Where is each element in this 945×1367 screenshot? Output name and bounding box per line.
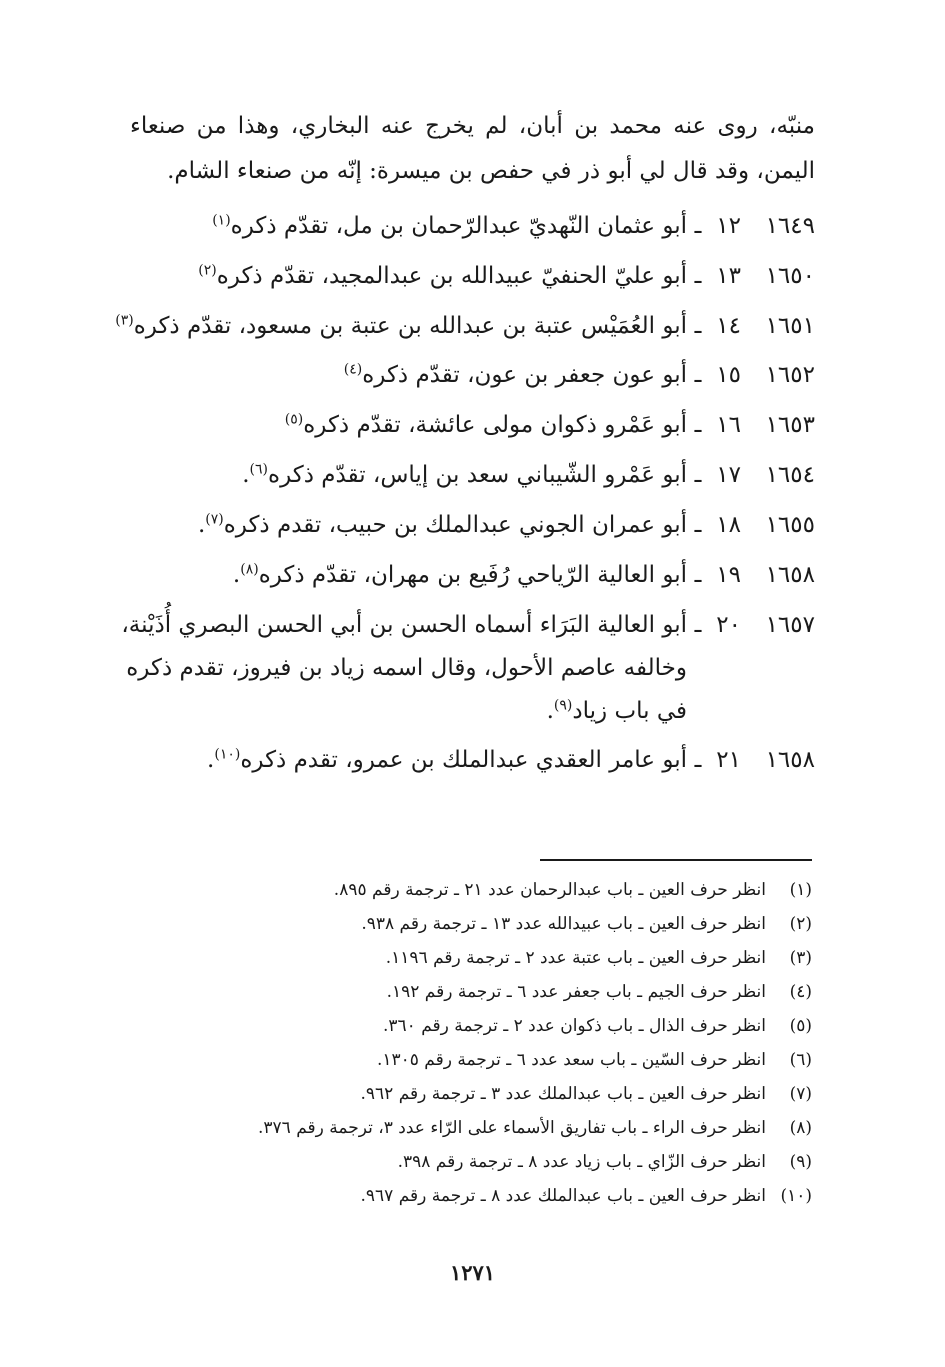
entry-index: ١٧ — [716, 462, 741, 488]
entry-dash: ـ — [694, 562, 702, 588]
entry-period: . — [207, 747, 215, 773]
footnote-marker: (٧) — [205, 511, 224, 528]
footnote-marker: (٦) — [249, 461, 269, 478]
footnote-number: (٥) — [789, 1016, 812, 1036]
footnote-number: (٨) — [789, 1118, 812, 1138]
entry-dash: ـ — [694, 362, 702, 388]
footnote-number: (٢) — [789, 914, 812, 934]
footnote — [122, 1111, 812, 1145]
entry — [115, 454, 815, 496]
footnote-number: (٣) — [789, 948, 812, 968]
entry — [115, 354, 815, 396]
footnote-text: انظر حرف العين ـ باب عبدالرحمان عدد ٢١ ـ ترجمة رقم ٨٩٥. — [333, 880, 766, 900]
footnote-text: انظر حرف الذال ـ باب ذكوان عدد ٢ ـ ترجمة رقم ٣٦٠. — [383, 1016, 766, 1036]
entry-text: أبو العالية البَرَاء أسماه الحسن بن أبي الحسن البصري أُذَيْنة، وخالفه عاصم الأحول، وقال اسمه زياد بن فيروز، تقدم ذكره في باب زياد$^{(٩)}$. — [121, 612, 687, 724]
footnote-marker: (٤) — [343, 361, 363, 378]
footnote-text: انظر حرف الزّاي ـ باب زياد عدد ٨ ـ ترجمة رقم ٣٩٨. — [397, 1152, 766, 1172]
entry-dash: ـ — [694, 263, 702, 289]
footnote-marker: (٩) — [553, 697, 573, 714]
footnote-text: انظر حرف السّين ـ باب سعد عدد ٦ ـ ترجمة رقم ١٣٠٥. — [376, 1050, 766, 1070]
entry-number: ١٦٥٣ — [765, 412, 815, 438]
entry — [115, 739, 815, 781]
footnote-text: انظر حرف الراء ـ باب تفاريق الأسماء على الرّاء عدد ٣، ترجمة رقم ٣٧٦. — [258, 1118, 766, 1138]
entry — [115, 404, 815, 446]
footnote-number: (١٠) — [780, 1186, 812, 1206]
footnote — [122, 941, 812, 975]
entry-index: ١٩ — [716, 562, 741, 588]
entry-text: أبو العالية الرّياحي رُفَيع بن مهران، تقدّم ذكره$^{(٨)}$. — [232, 561, 687, 588]
entry — [115, 205, 815, 247]
entry-dash: ـ — [694, 512, 702, 538]
entry — [115, 604, 815, 733]
page-number: ١٢٧١ — [449, 1260, 496, 1285]
entry-text: أبو عَمْرو ذكوان مولى عائشة، تقدّم ذكره$^{(٥)}$ — [284, 411, 687, 438]
footnote-text: انظر حرف العين ـ باب عتبة عدد ٢ ـ ترجمة رقم ١١٩٦. — [385, 948, 766, 968]
footnote-marker: (٥) — [284, 411, 304, 428]
entry-index: ١٢ — [716, 213, 741, 239]
footnote-marker: (٨) — [240, 561, 259, 578]
footnote-text: انظر حرف العين ـ باب عبدالملك عدد ٨ ـ ترجمة رقم ٩٦٧. — [360, 1186, 766, 1206]
footnote — [122, 1077, 812, 1111]
entry-dash: ـ — [694, 747, 702, 773]
entry-dash: ـ — [694, 213, 702, 239]
entry-period: . — [197, 512, 206, 538]
entry-text: أبو عمران الجوني عبدالملك بن حبيب، تقدم ذكره$^{(٧)}$. — [197, 511, 687, 538]
footnote-marker: (١٠) — [214, 746, 241, 763]
entry — [115, 504, 815, 546]
entry-index: ١٨ — [716, 512, 741, 538]
footnotes-list — [122, 873, 812, 1213]
footnote — [122, 1043, 812, 1077]
entry-number: ١٦٥٨ — [765, 562, 815, 588]
footnote-number: (٩) — [789, 1152, 812, 1172]
footnote — [122, 1179, 812, 1213]
entry-index: ١٦ — [716, 412, 741, 438]
footnote-number: (٧) — [789, 1084, 812, 1104]
footnote-number: (٦) — [789, 1050, 812, 1070]
footnote-text: انظر حرف العين ـ باب عبدالملك عدد ٣ ـ ترجمة رقم ٩٦٢. — [360, 1084, 766, 1104]
entry-dash: ـ — [694, 612, 702, 638]
entry-index: ٢٠ — [716, 612, 741, 638]
footnote-text: انظر حرف الجيم ـ باب جعفر عدد ٦ ـ ترجمة رقم ١٩٢. — [386, 982, 766, 1002]
footnote — [122, 1145, 812, 1179]
entry — [115, 305, 815, 348]
footnote — [122, 873, 812, 907]
footnote-number: (٤) — [789, 982, 812, 1002]
entry-number: ١٦٤٩ — [765, 213, 815, 239]
entry-text: أبو عليّ الحنفيّ عبيدالله بن عبدالمجيد، تقدّم ذكره$^{(٢)}$ — [198, 262, 687, 289]
entry-text: أبو عامر العقدي عبدالملك بن عمرو، تقدم ذكره$^{(١٠)}$. — [207, 746, 687, 773]
entry-index: ١٤ — [716, 313, 741, 339]
entry-number: ١٦٥٥ — [765, 512, 815, 538]
entry-period: . — [232, 562, 241, 588]
entry-number: ١٦٥٨ — [765, 747, 815, 773]
entry-text: أبو عثمان النّهديّ عبدالرّحمان بن مل، تقدّم ذكره$^{(١)}$ — [212, 212, 687, 239]
footnote-divider — [540, 859, 812, 861]
entry-text: أبو عَمْرو الشّيباني سعد بن إياس، تقدّم ذكره$^{(٦)}$. — [242, 461, 687, 488]
entry-number: ١٦٥٤ — [765, 462, 815, 488]
footnote — [122, 975, 812, 1009]
entry-text: أبو عون جعفر بن عون، تقدّم ذكره$^{(٤)}$ — [343, 361, 687, 388]
footnote-number: (١) — [789, 880, 812, 900]
footnote-marker: (٢) — [198, 262, 217, 279]
footnote — [122, 907, 812, 941]
entry-period: . — [546, 698, 554, 724]
entry-index: ٢١ — [716, 747, 741, 773]
entry-index: ١٣ — [716, 263, 741, 289]
entry-period: . — [242, 462, 250, 488]
entry-number: ١٦٥٧ — [765, 612, 815, 638]
entries-list — [115, 205, 815, 789]
entry — [115, 255, 815, 297]
entry-index: ١٥ — [716, 362, 741, 388]
footnote — [122, 1009, 812, 1043]
footnote-text: انظر حرف العين ـ باب عبيدالله عدد ١٣ ـ ترجمة رقم ٩٣٨. — [361, 914, 766, 934]
footnote-marker: (١) — [212, 212, 231, 229]
entry-dash: ـ — [694, 412, 702, 438]
entry-text: أبو العُمَيْس عتبة بن عبدالله بن عتبة بن مسعود، تقدّم ذكره$^{(٣)}$ — [115, 312, 687, 339]
entry-dash: ـ — [694, 462, 702, 488]
entry-number: ١٦٥١ — [765, 313, 815, 339]
entry — [115, 554, 815, 596]
entry-dash: ـ — [694, 313, 702, 339]
entry-number: ١٦٥٢ — [765, 362, 815, 388]
intro-paragraph: منبّه، روى عنه محمد بن أبان، لم يخرج عنه البخاري، وهذا من صنعاء اليمن، وقد قال لي أبو ذر في حفص بن ميسرة: إنّه من صنعاء الشام. — [130, 113, 815, 184]
footnote-marker: (٣) — [115, 312, 134, 329]
entry-number: ١٦٥٠ — [765, 263, 815, 289]
